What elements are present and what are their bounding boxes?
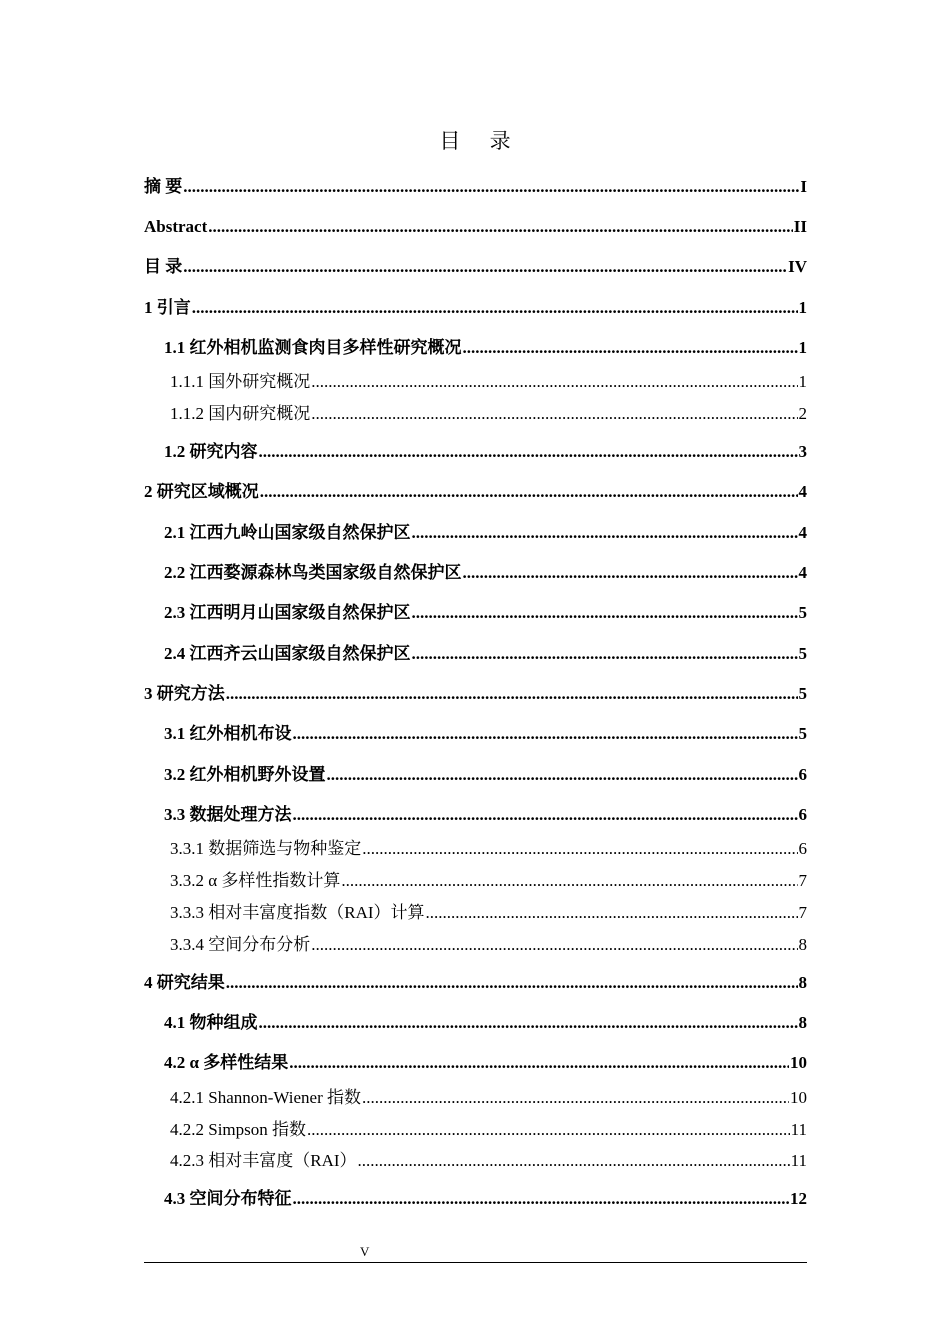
toc-entry[interactable]	[164, 440, 807, 464]
toc-entry[interactable]	[164, 763, 807, 787]
toc-entry-label: 4.1 物种组成	[164, 1013, 258, 1032]
toc-dot-leader	[307, 1118, 790, 1142]
toc-entry[interactable]	[164, 336, 807, 360]
toc-entry[interactable]	[164, 1051, 807, 1075]
toc-entry-page: 8	[798, 935, 807, 954]
toc-entry[interactable]	[164, 1011, 807, 1035]
toc-entry-label: 3.3.4 空间分布分析	[170, 935, 311, 954]
toc-dot-leader	[463, 561, 798, 585]
toc-dot-leader	[327, 763, 798, 787]
toc-entry-label: 2.4 江西齐云山国家级自然保护区	[164, 644, 411, 663]
toc-entry-page: 4	[798, 482, 807, 501]
toc-entry[interactable]	[170, 402, 807, 426]
toc-entry[interactable]	[144, 682, 807, 706]
footer-page-number: V	[360, 1244, 370, 1259]
toc-entry-page: 6	[798, 765, 807, 784]
toc-dot-leader	[426, 901, 798, 925]
toc-dot-leader	[260, 480, 798, 504]
toc-dot-leader	[192, 296, 798, 320]
toc-entry[interactable]	[170, 933, 807, 957]
toc-entry-label: 2.2 江西婺源森林鸟类国家级自然保护区	[164, 563, 462, 582]
toc-entry[interactable]	[144, 296, 807, 320]
toc-entry-label: 4.3 空间分布特征	[164, 1189, 292, 1208]
toc-entry-page: 3	[798, 442, 807, 461]
toc-entry-page: 10	[790, 1053, 807, 1072]
toc-dot-leader	[412, 521, 798, 545]
toc-entry-label: 4.2 α 多样性结果	[164, 1053, 289, 1072]
toc-entry-label: 1 引言	[144, 298, 191, 317]
toc-entry-label: 3.3.2 α 多样性指数计算	[170, 871, 341, 890]
toc-dot-leader	[226, 682, 798, 706]
toc-dot-leader	[183, 175, 799, 199]
toc-dot-leader	[311, 933, 797, 957]
toc-entry-label: 4 研究结果	[144, 973, 225, 992]
toc-entry-label: Abstract	[144, 217, 208, 236]
toc-entry[interactable]	[170, 901, 807, 925]
toc-dot-leader	[289, 1051, 789, 1075]
toc-dot-leader	[293, 803, 798, 827]
toc-entry-page: 1	[798, 298, 807, 317]
toc-dot-leader	[358, 1149, 790, 1173]
toc-entry-page: 5	[798, 644, 807, 663]
toc-entry-page: IV	[788, 257, 807, 276]
toc-entry[interactable]	[170, 1149, 807, 1173]
toc-entry[interactable]	[170, 837, 807, 861]
toc-entry[interactable]	[144, 255, 807, 279]
toc-entry-label: 3.3 数据处理方法	[164, 805, 292, 824]
toc-entry-page: 1	[798, 338, 807, 357]
toc-entry[interactable]	[144, 215, 807, 239]
toc-entry-page: II	[793, 217, 807, 236]
toc-entry-page: 8	[798, 973, 807, 992]
toc-dot-leader	[463, 336, 798, 360]
toc-dot-leader	[412, 642, 798, 666]
toc-dot-leader	[259, 1011, 798, 1035]
toc-entry-label: 2.3 江西明月山国家级自然保护区	[164, 603, 411, 622]
toc-entry-page: 11	[790, 1151, 807, 1170]
toc-entry-label: 2 研究区域概况	[144, 482, 259, 501]
toc-entry-page: 4	[798, 563, 807, 582]
toc-entry-page: 12	[790, 1189, 807, 1208]
toc-dot-leader	[311, 370, 797, 394]
toc-dot-leader	[362, 837, 797, 861]
toc-dot-leader	[208, 215, 793, 239]
toc-entry[interactable]	[144, 480, 807, 504]
toc-entry[interactable]	[144, 175, 807, 199]
toc-entry[interactable]	[144, 971, 807, 995]
toc-entry[interactable]	[170, 1086, 807, 1110]
toc-entry-label: 1.1 红外相机监测食肉目多样性研究概况	[164, 338, 462, 357]
toc-entry-page: 2	[798, 404, 807, 423]
toc-dot-leader	[341, 869, 797, 893]
toc-entry[interactable]	[164, 722, 807, 746]
toc-entry-page: 5	[798, 724, 807, 743]
toc-entry-page: 7	[798, 871, 807, 890]
toc-dot-leader	[183, 255, 787, 279]
toc-dot-leader	[293, 722, 798, 746]
toc-entry-label: 1.1.1 国外研究概况	[170, 372, 311, 391]
toc-entry-label: 1.2 研究内容	[164, 442, 258, 461]
toc-entry-label: 4.2.2 Simpson 指数	[170, 1120, 307, 1139]
toc-entry-label: 摘 要	[144, 177, 183, 196]
toc-entry-label: 3.3.3 相对丰富度指数（RAI）计算	[170, 903, 425, 922]
toc-dot-leader	[259, 440, 798, 464]
toc-dot-leader	[362, 1086, 789, 1110]
toc-entry[interactable]	[164, 803, 807, 827]
toc-entry-page: 6	[798, 805, 807, 824]
toc-entry[interactable]	[170, 1118, 807, 1142]
toc-entry[interactable]	[164, 601, 807, 625]
toc-entry-page: 7	[798, 903, 807, 922]
toc-entry-label: 3.3.1 数据筛选与物种鉴定	[170, 839, 362, 858]
toc-entry[interactable]	[164, 561, 807, 585]
toc-entry-label: 3.2 红外相机野外设置	[164, 765, 326, 784]
toc-entry-page: I	[800, 177, 807, 196]
toc-entry-label: 3 研究方法	[144, 684, 225, 703]
toc-entry-label: 4.2.3 相对丰富度（RAI）	[170, 1151, 357, 1170]
toc-entry-page: 8	[798, 1013, 807, 1032]
toc-entry-label: 2.1 江西九岭山国家级自然保护区	[164, 523, 411, 542]
toc-dot-leader	[226, 971, 798, 995]
toc-entry-page: 5	[798, 603, 807, 622]
toc-entry-page: 5	[798, 684, 807, 703]
toc-entry-page: 4	[798, 523, 807, 542]
toc-entry[interactable]	[164, 1187, 807, 1211]
toc-entry-label: 3.1 红外相机布设	[164, 724, 292, 743]
toc-entry-page: 10	[790, 1088, 807, 1107]
footer-rule	[144, 1262, 807, 1263]
toc-entry[interactable]	[170, 869, 807, 893]
toc-title: 目 录	[439, 129, 523, 153]
toc-dot-leader	[311, 402, 797, 426]
toc-entry[interactable]	[164, 521, 807, 545]
toc-entry-page: 6	[798, 839, 807, 858]
toc-dot-leader	[293, 1187, 790, 1211]
toc-entry-label: 1.1.2 国内研究概况	[170, 404, 311, 423]
toc-dot-leader	[412, 601, 798, 625]
toc-entry-page: 1	[798, 372, 807, 391]
toc-entry[interactable]	[170, 370, 807, 394]
toc-entry-label: 4.2.1 Shannon-Wiener 指数	[170, 1088, 362, 1107]
toc-entry-label: 目 录	[144, 257, 183, 276]
toc-entry[interactable]	[164, 642, 807, 666]
toc-entry-page: 11	[790, 1120, 807, 1139]
